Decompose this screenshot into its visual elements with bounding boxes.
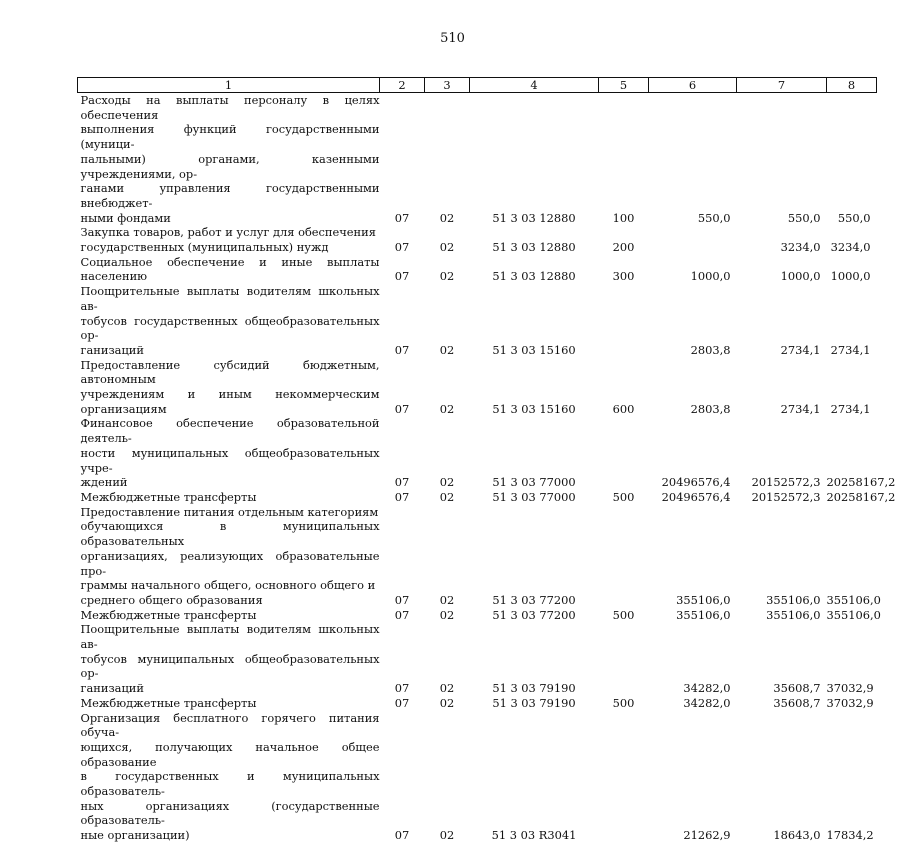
- amount-col-7: 20152572,3: [751, 475, 821, 490]
- description-line: ганизаций: [80, 342, 144, 357]
- header-row: [78, 78, 877, 93]
- subsection-code: 02: [439, 828, 455, 843]
- amount-col-8: 37032,9: [826, 681, 874, 696]
- table-body: [78, 93, 896, 843]
- amount-col-6: 355106,0: [676, 607, 731, 622]
- amount-col-8: 20258167,2: [826, 489, 896, 504]
- amount-col-8: 17834,2: [826, 828, 874, 843]
- row-description: [78, 255, 380, 284]
- amount-col-6: [649, 225, 737, 254]
- description-line: учреждениям и иным некоммерческим организациям: [80, 387, 380, 416]
- expense-type-code: [599, 711, 649, 843]
- table-row: [78, 711, 877, 843]
- amount-col-7: 35608,7: [773, 681, 821, 696]
- amount-col-6: 20496576,4: [661, 489, 731, 504]
- amount-col-7: 18643,0: [773, 828, 821, 843]
- description-line: Межбюджетные трансферты: [80, 695, 257, 710]
- description-line: пальными) органами, казенными учреждениями, ор-: [80, 151, 380, 181]
- amount-col-7: 2734,1: [780, 401, 821, 416]
- description-line: в государственных и муниципальных образователь-: [80, 769, 380, 799]
- description-line: Поощрительные выплаты водителям школьных ав-: [80, 284, 380, 313]
- row-description: [78, 711, 380, 843]
- expense-type-code: [599, 284, 649, 358]
- subsection-code: 02: [439, 210, 455, 225]
- amount-col-6: 2803,8: [690, 342, 731, 357]
- column-header-1: 1: [78, 78, 380, 93]
- description-line: ганизаций: [80, 681, 144, 696]
- description-line: ных организациях (государственные образователь-: [80, 798, 380, 828]
- section-code: 07: [394, 489, 410, 504]
- row-description: [78, 490, 380, 505]
- row-description: [78, 608, 380, 623]
- section-code: 07: [394, 475, 410, 490]
- target-article-code: 51 3 03 79190: [492, 681, 576, 696]
- amount-col-8: 355106,0: [826, 592, 881, 607]
- column-header-4: 4: [470, 78, 599, 93]
- row-description: [78, 284, 380, 358]
- table-row: [78, 416, 877, 490]
- amount-col-7: 355106,0: [766, 607, 821, 622]
- section-code: 07: [394, 210, 410, 225]
- description-line: тобусов муниципальных общеобразовательных ор-: [80, 651, 380, 681]
- subsection-code: 02: [439, 240, 455, 255]
- table-row: [78, 505, 877, 608]
- description-line: Предоставление субсидий бюджетным, автономным: [80, 357, 380, 387]
- description-line: ности муниципальных общеобразовательных учре-: [80, 445, 380, 475]
- description-line: организациях, реализующих образовательные про-: [80, 548, 380, 578]
- section-code: 07: [394, 401, 410, 416]
- budget-table: [77, 77, 896, 843]
- description-line: Организация бесплатного горячего питания обуча-: [80, 710, 380, 740]
- description-line: выполнения функций государственными (муници-: [80, 122, 380, 152]
- description-line: государственных (муниципальных) нужд: [80, 240, 329, 255]
- section-code: 07: [394, 607, 410, 622]
- amount-col-8: 2734,1: [830, 342, 871, 357]
- description-line: ные организации): [80, 828, 190, 843]
- target-article-code: 51 3 03 15160: [492, 342, 576, 357]
- subsection-code: 02: [439, 342, 455, 357]
- description-line: Межбюджетные трансферты: [80, 607, 257, 622]
- expense-type-code: 100: [612, 210, 635, 225]
- subsection-code: 02: [439, 592, 455, 607]
- description-line: граммы начального общего, основного общего и: [80, 578, 376, 593]
- amount-col-7: 3234,0: [780, 240, 821, 255]
- target-article-code: 51 3 03 77000: [492, 489, 576, 504]
- table-row: [78, 225, 877, 254]
- description-line: ждений: [80, 475, 128, 490]
- target-article-code: 51 3 03 79190: [492, 695, 576, 710]
- table-row: [78, 608, 877, 623]
- row-description: [78, 505, 380, 608]
- target-article-code: 51 3 03 77000: [492, 475, 576, 490]
- description-line: Предоставление питания отдельным категориям: [80, 504, 379, 519]
- description-line: Расходы на выплаты персоналу в целях обеспечения: [80, 93, 380, 122]
- amount-col-8: 1000,0: [830, 269, 871, 284]
- expense-type-code: 300: [612, 269, 635, 284]
- page-number: 510: [440, 31, 465, 46]
- subsection-code: 02: [439, 401, 455, 416]
- subsection-code: 02: [439, 269, 455, 284]
- subsection-code: 02: [439, 695, 455, 710]
- amount-col-6: 21262,9: [683, 828, 731, 843]
- amount-col-7: 1000,0: [780, 269, 821, 284]
- target-article-code: 51 3 03 12880: [492, 240, 576, 255]
- row-description: [78, 696, 380, 711]
- column-header-6: 6: [649, 78, 737, 93]
- subsection-code: 02: [439, 489, 455, 504]
- row-description: [78, 93, 380, 226]
- target-article-code: 51 3 03 R3041: [491, 828, 577, 843]
- amount-col-6: 20496576,4: [661, 475, 731, 490]
- column-header-8: 8: [827, 78, 877, 93]
- section-code: 07: [394, 240, 410, 255]
- table-row: [78, 490, 877, 505]
- amount-col-8: 37032,9: [826, 695, 874, 710]
- row-description: [78, 622, 380, 696]
- table-row: [78, 622, 877, 696]
- description-line: Межбюджетные трансферты: [80, 489, 257, 504]
- expense-type-code: [599, 416, 649, 490]
- section-code: 07: [394, 269, 410, 284]
- row-description: [78, 416, 380, 490]
- amount-col-6: 1000,0: [690, 269, 731, 284]
- expense-type-code: 200: [612, 240, 635, 255]
- expense-type-code: 500: [612, 607, 635, 622]
- section-code: 07: [394, 695, 410, 710]
- description-line: Финансовое обеспечение образовательной деятель-: [80, 416, 380, 446]
- column-header-2: 2: [380, 78, 425, 93]
- expense-type-code: 500: [612, 695, 635, 710]
- amount-col-6: 34282,0: [683, 695, 731, 710]
- description-line: ющихся, получающих начальное общее образование: [80, 739, 380, 769]
- expense-type-code: 500: [612, 489, 635, 504]
- amount-col-7: 355106,0: [766, 592, 821, 607]
- amount-col-6: 550,0: [697, 210, 731, 225]
- amount-col-7: 35608,7: [773, 695, 821, 710]
- description-line: ными фондами: [80, 210, 171, 225]
- amount-col-7: 2734,1: [780, 342, 821, 357]
- amount-col-8: 550,0: [837, 210, 871, 225]
- section-code: 07: [394, 342, 410, 357]
- subsection-code: 02: [439, 475, 455, 490]
- description-line: ганами управления государственными внебюджет-: [80, 181, 380, 210]
- row-description: [78, 225, 380, 254]
- target-article-code: 51 3 03 77200: [492, 592, 576, 607]
- amount-col-8: 20258167,2: [826, 475, 896, 490]
- section-code: 07: [394, 681, 410, 696]
- description-line: Закупка товаров, работ и услуг для обеспечения: [80, 225, 376, 240]
- subsection-code: 02: [439, 681, 455, 696]
- description-line: тобусов государственных общеобразовательных ор-: [80, 313, 380, 343]
- table-row: [78, 255, 877, 284]
- amount-col-6: 2803,8: [690, 401, 731, 416]
- description-line: Социальное обеспечение и иные выплаты населению: [80, 254, 380, 284]
- column-header-7: 7: [737, 78, 827, 93]
- description-line: Поощрительные выплаты водителям школьных ав-: [80, 622, 380, 652]
- description-line: обучающихся в муниципальных образовательных: [80, 519, 380, 549]
- expense-type-code: 600: [612, 401, 635, 416]
- amount-col-8: 3234,0: [830, 240, 871, 255]
- expense-type-code: [599, 622, 649, 696]
- table-row: [78, 696, 877, 711]
- target-article-code: 51 3 03 12880: [492, 269, 576, 284]
- amount-col-8: 2734,1: [830, 401, 871, 416]
- table-row: [78, 284, 877, 358]
- target-article-code: 51 3 03 12880: [492, 210, 576, 225]
- section-code: 07: [394, 592, 410, 607]
- column-header-3: 3: [425, 78, 470, 93]
- amount-col-6: 355106,0: [676, 592, 731, 607]
- column-header-5: 5: [599, 78, 649, 93]
- amount-col-7: 20152572,3: [751, 489, 821, 504]
- table-row: [78, 358, 877, 417]
- target-article-code: 51 3 03 77200: [492, 607, 576, 622]
- amount-col-6: 34282,0: [683, 681, 731, 696]
- target-article-code: 51 3 03 15160: [492, 401, 576, 416]
- section-code: 07: [394, 828, 410, 843]
- amount-col-8: 355106,0: [826, 607, 881, 622]
- description-line: среднего общего образования: [80, 592, 263, 607]
- subsection-code: 02: [439, 607, 455, 622]
- table-row: [78, 93, 877, 226]
- expense-type-code: [599, 505, 649, 608]
- amount-col-7: 550,0: [787, 210, 821, 225]
- row-description: [78, 358, 380, 417]
